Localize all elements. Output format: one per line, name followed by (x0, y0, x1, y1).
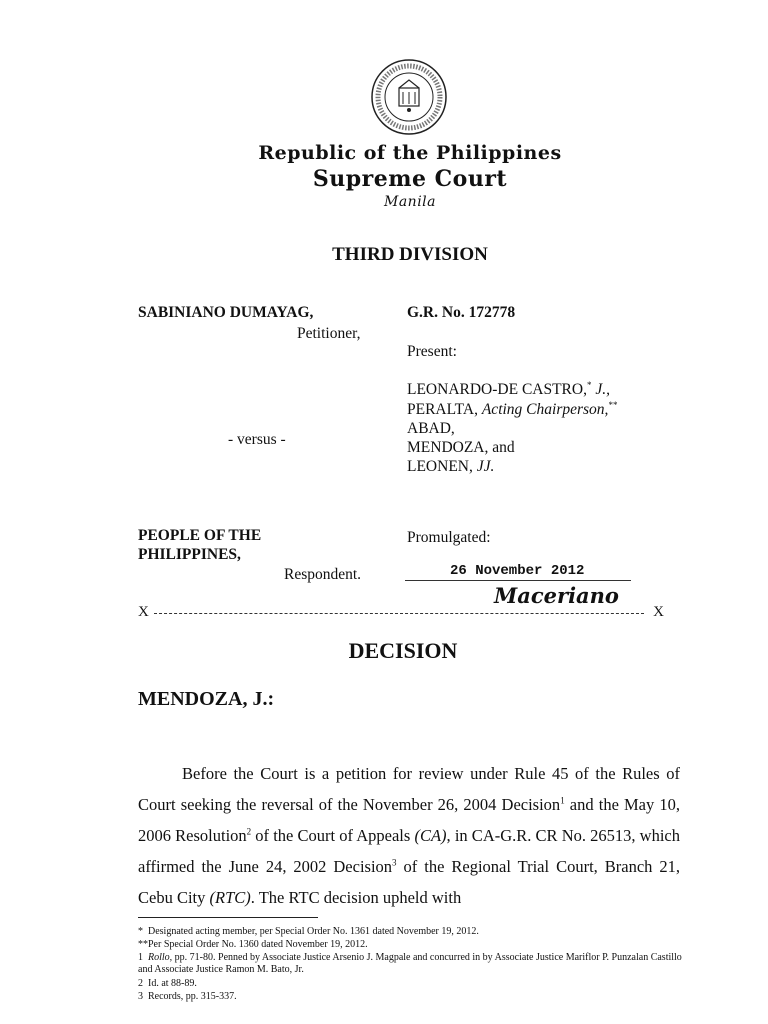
gr-number: G.R. No. 172778 (407, 304, 516, 321)
supreme-court-seal-icon (370, 58, 448, 136)
body-text-segment: . The RTC decision upheld with (250, 888, 462, 907)
versus-label: - versus - (228, 431, 286, 448)
justice-title: J., (595, 381, 610, 398)
footnote-mark: 3 (138, 991, 143, 1002)
footnote-mark: 1 (138, 952, 143, 963)
footnote-mark: * (138, 926, 143, 937)
city-heading: Manila (384, 194, 436, 210)
justice-name: PERALTA, (407, 401, 478, 418)
body-text-segment: Before the Court is a petition for review under Rule 45 of the Rules of Court seeking the reversal of the November 26, 2004 Decision (138, 764, 680, 814)
justice-title: JJ. (476, 458, 495, 475)
justice-leonardo-de-castro (407, 381, 610, 399)
separator-dashes (154, 613, 644, 614)
petitioner-role: Petitioner, (297, 325, 361, 342)
footnote-mark: ** (138, 939, 148, 950)
caption-separator (138, 604, 664, 620)
footnote-ref-2[interactable]: 2 (246, 826, 252, 837)
footnote-star (138, 926, 698, 938)
body-text-segment: , in CA-G.R. CR No. 26513, which affirmed the June 24, 2002 Decision (138, 826, 681, 876)
body-text-segment: of the Court of Appeals (251, 826, 415, 845)
footnote-ref-1[interactable]: 1 (560, 795, 565, 806)
footnote-text: Designated acting member, per Special Order No. 1361 dated November 19, 2012. (148, 926, 479, 937)
ca-abbrev: (CA) (414, 826, 447, 845)
decision-title: DECISION (348, 638, 458, 663)
footnote-text: Id. at 88-89. (148, 978, 197, 989)
respondent-name-line2: PHILIPPINES, (138, 546, 241, 563)
respondent-name-line1: PEOPLE OF THE (138, 527, 262, 544)
footnote-ref-3[interactable]: 3 (392, 857, 397, 868)
paragraph-1 (138, 758, 680, 913)
footnote-text: pp. 71-80. Penned by Associate Justice Arsenio J. Magpale and concurred in by Associate Justice Mariflor P. Punzalan Castillo and Associate Justice Ramon M. Bato, Jr. (138, 952, 682, 975)
footnote-text: Per Special Order No. 1360 dated November 19, 2012. (148, 939, 368, 950)
footnote-1 (138, 952, 698, 976)
body-text-segment: and the May 10, 2006 Resolution (138, 795, 680, 845)
designation-mark: * (586, 379, 592, 390)
republic-heading: Republic of the Philippines (258, 142, 562, 164)
petitioner-name: SABINIANO DUMAYAG, (138, 304, 314, 321)
promulgated-label: Promulgated: (407, 529, 491, 546)
court-heading: Supreme Court (312, 166, 508, 192)
footnote-double-star (138, 939, 698, 951)
justice-title: Acting Chairperson, (481, 401, 609, 418)
justice-abad: ABAD, (407, 420, 455, 437)
footnote-2 (138, 978, 698, 990)
respondent-role: Respondent. (284, 566, 362, 583)
footnote-3 (138, 991, 698, 1003)
present-label: Present: (407, 343, 457, 360)
footnote-mark: 2 (138, 978, 143, 989)
justice-name: LEONARDO-DE CASTRO, (407, 381, 587, 398)
promulgation-rule (405, 580, 631, 581)
justice-name: LEONEN, (407, 458, 473, 475)
footnote-rule (138, 917, 318, 918)
justice-leonen (407, 458, 494, 476)
clerk-signature: Maceriano (494, 583, 619, 608)
promulgated-date: 26 November 2012 (450, 563, 585, 579)
body-text-segment: of the Regional Trial Court, Branch 21, Cebu City (138, 857, 680, 907)
footnote-text: Records, pp. 315-337. (148, 991, 237, 1002)
footnote-rollo: Rollo, (148, 952, 173, 963)
rtc-abbrev: (RTC) (209, 888, 251, 907)
justice-peralta (407, 401, 617, 419)
justice-mendoza: MENDOZA, and (407, 439, 515, 456)
decision-body (138, 758, 680, 913)
separator-x-left: X (138, 604, 149, 620)
designation-mark: ** (608, 399, 618, 410)
division-heading: THIRD DIVISION (332, 244, 488, 265)
ponente-line: MENDOZA, J.: (138, 688, 275, 710)
separator-x-right: X (653, 604, 664, 620)
